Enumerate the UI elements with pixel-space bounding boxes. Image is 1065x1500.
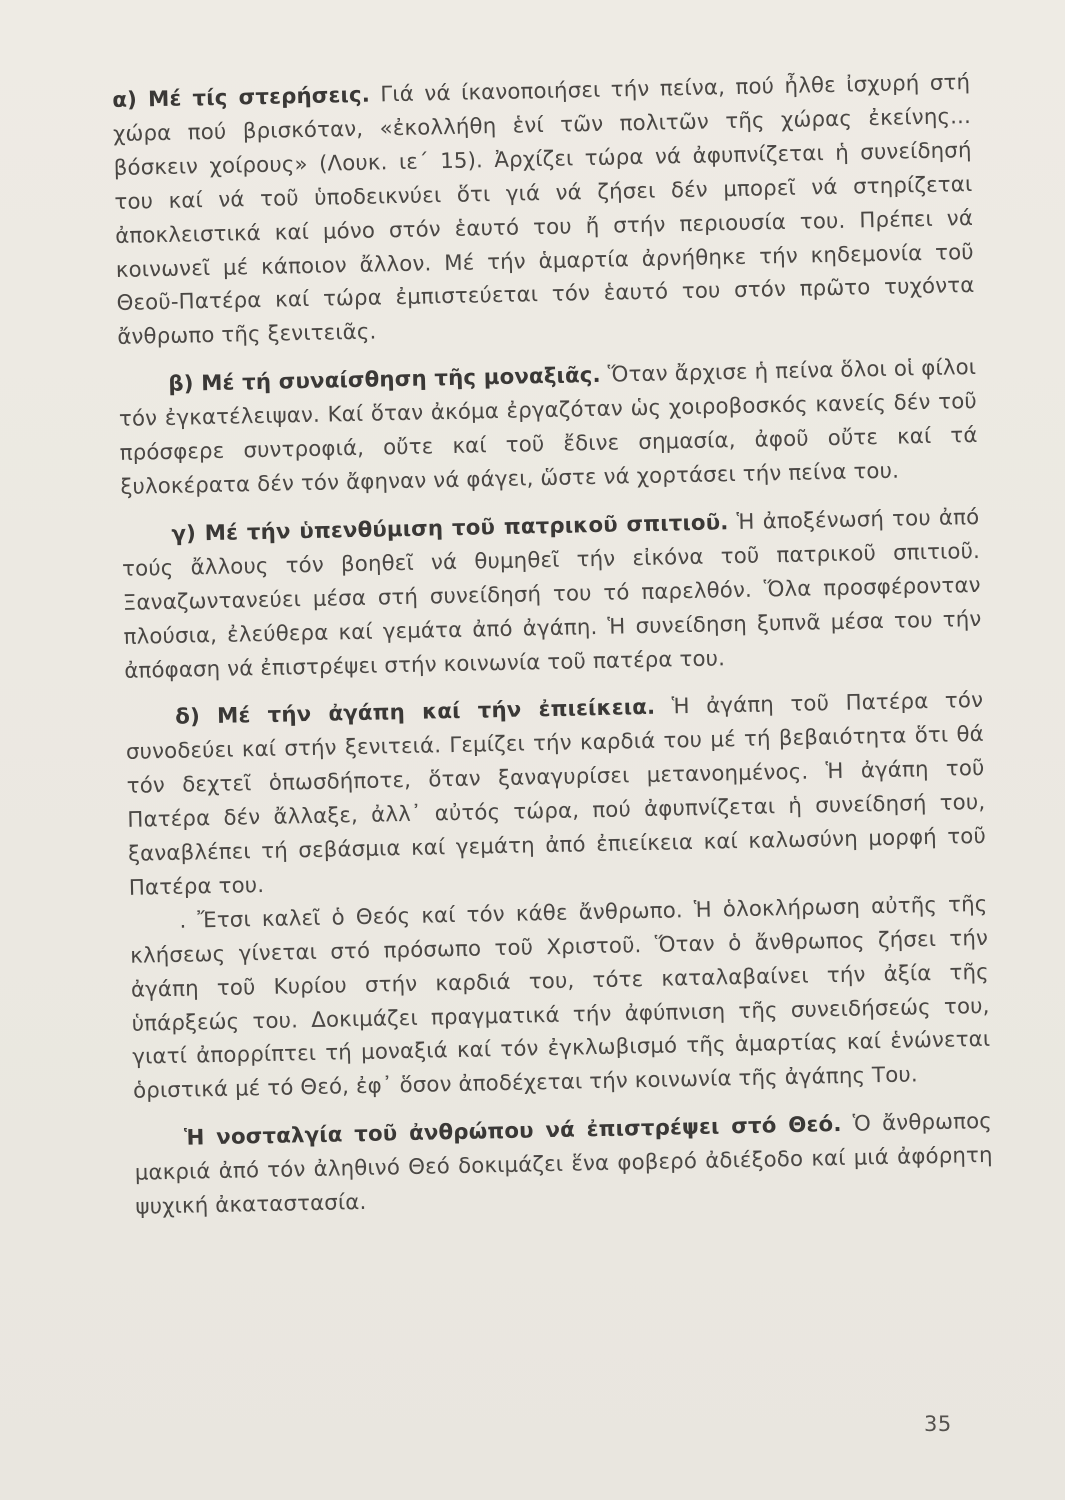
section-b-paragraph — [118, 351, 979, 505]
final-section-paragraph — [134, 1105, 994, 1225]
section-d-paragraph — [125, 684, 987, 905]
section-a-body: Γιά νά ίκανοποιήσει τήν πείνα, πού ἦλθε ἰσχυρή στή χώρα πού βρισκόταν, «ἐκολλήθη ἑνί τῶν πολιτῶν τῆς χώρας ἐκείνης... βόσκειν χοίρους» (Λουκ. ιε´ 15). Ἀρχίζει τώρα νά ἀφυπνίζεται ἡ συνείδησή του καί νά τοῦ ὑποδεικνύει ὅτι γιά νά ζήσει δέν μπορεῖ νά στηρίζεται ἀποκλειστικά καί μόνο στόν ἑαυτό του ἤ στήν περιουσία του. Πρέπει νά κοινωνεῖ μέ κάποιον ἄλλον. Μέ τήν ἁμαρτία ἀρνήθηκε τήν κηδεμονία τοῦ Θεοῦ-Πατέρα καί τώρα ἐμπιστεύεται τόν ἑαυτό του στόν πρῶτο τυχόντα ἄνθρωπο τῆς ξενιτειᾶς. — [112, 70, 975, 351]
section-a-heading: α) Μέ τίς στερήσεις. — [112, 82, 371, 113]
section-b-body: Ὅταν ἄρχισε ἡ πείνα ὅλοι οἱ φίλοι τόν ἐγκατέλειψαν. Καί ὅταν ἀκόμα ἐργαζόταν ὡς χοιροβοσκός κανείς δέν τοῦ πρόσφερε συντροφιά, οὔτε καί τοῦ ἔδινε σημασία, ἀφοῦ οὔτε καί τά ξυλοκέρατα δέν τόν ἄφηναν νά φάγει, ὥστε νά χορτάσει τήν πείνα του. — [118, 355, 978, 500]
closing-paragraph: . Ἔτσι καλεῖ ὁ Θεός καί τόν κάθε ἄνθρωπο. Ἡ ὁλοκλήρωση αὐτῆς τῆς κλήσεως γίνεται στό πρόσωπο τοῦ Χριστοῦ. Ὅταν ὁ ἄνθρωπος ζήσει τήν ἀγάπη τοῦ Κυρίου στήν καρδιά του, τότε καταλαβαίνει τήν ἀξία τῆς ὑπάρξεώς του. Δοκιμάζει πραγματικά τήν ἀφύπνιση τῆς συνειδήσεώς του, γιατί ἀπορρίπτει τή μοναξιά καί τόν ἐγκλωβισμό τῆς ἁμαρτίας καί ἑνώνεται ὁριστικά μέ τό Θεό, ἐφ᾽ ὅσον ἀποδέχεται τήν κοινωνία τῆς ἀγάπης Του. — [130, 891, 991, 1105]
section-a-paragraph — [112, 66, 975, 355]
section-c-paragraph — [121, 501, 982, 688]
page-number: 35 — [924, 1412, 952, 1436]
section-c-body: Ἡ ἀποξένωσή του ἀπό τούς ἄλλους τόν βοηθεῖ νά θυμηθεῖ τήν εἰκόνα τοῦ πατρικοῦ σπιτιοῦ. Ξαναζωντανεύει μέσα στή συνείδησή του τό παρελθόν. Ὅλα προσφέρονταν πλούσια, ἐλεύθερα καί γεμάτα ἀπό ἀγάπη. Ἡ συνείδηση ξυπνᾶ μέσα του τήν ἀπόφαση νά ἐπιστρέψει στήν κοινωνία τοῦ πατέρα του. — [121, 504, 982, 684]
final-section-body: Ὁ ἄνθρωπος μακριά ἀπό τόν ἀληθινό Θεό δοκιμάζει ἕνα φοβερό ἀδιέξοδο καί μιά ἀφόρητη ψυχική ἀκαταστασία. — [134, 1109, 993, 1220]
section-d-heading: δ) Μέ τήν ἀγάπη καί τήν ἐπιείκεια. — [175, 695, 656, 731]
section-b-heading: β) Μέ τή συναίσθηση τῆς μοναξιᾶς. — [168, 363, 602, 398]
section-c-heading: γ) Μέ τήν ὑπενθύμιση τοῦ πατρικοῦ σπιτιοῦ. — [171, 510, 729, 547]
final-section-heading: Ἡ νοσταλγία τοῦ ἀνθρώπου νά ἐπιστρέψει στό Θεό. — [183, 1112, 842, 1151]
section-d-body: Ἡ ἀγάπη τοῦ Πατέρα τόν συνοδεύει καί στήν ξενιτειά. Γεμίζει τήν καρδιά του μέ τή βεβαιότητα ὅτι θά τόν δεχτεῖ ὁπωσδήποτε, ὅταν ξαναγυρίσει μετανοημένος. Ἡ ἀγάπη τοῦ Πατέρα δέν ἄλλαξε, ἀλλ᾽ αὐτός τώρα, πού ἀφυπνίζεται ἡ συνείδησή του, ξαναβλέπει τή σεβάσμια καί γεμάτη ἀπό ἐπιείκεια καί καλωσύνη μορφή τοῦ Πατέρα του. — [125, 688, 987, 901]
page-text — [112, 66, 994, 1225]
